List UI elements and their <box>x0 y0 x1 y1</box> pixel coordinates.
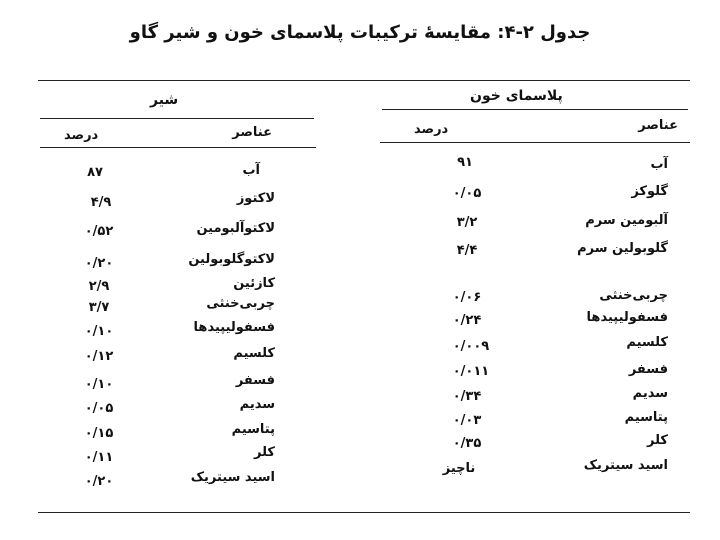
milk-row-value: ۳/۷ <box>88 300 110 315</box>
milk-row-name: اسید سیتریک <box>190 470 275 485</box>
milk-row-value: ۰/۱۵ <box>84 426 114 441</box>
plasma-row-value: ۰/۰۵ <box>452 186 482 201</box>
milk-row-value: ۰/۱۰ <box>84 377 114 392</box>
milk-heading: شیر <box>150 92 179 108</box>
top-rule <box>38 80 690 81</box>
milk-row-value: ۲/۹ <box>88 279 110 294</box>
milk-row-name: کلر <box>254 445 275 460</box>
milk-row-value: ۸۷ <box>87 165 103 180</box>
plasma-row-name: آلبومین سرم <box>585 213 668 228</box>
plasma-row-name: پتاسیم <box>624 410 668 425</box>
plasma-group-rule <box>382 109 688 110</box>
milk-row-name: آب <box>242 163 260 178</box>
plasma-row-value: ۰/۰۶ <box>452 290 482 305</box>
plasma-row-name: کلر <box>647 433 668 448</box>
milk-row-value: ۰/۲۰ <box>84 256 114 271</box>
milk-row-name: لاکتوز <box>236 191 275 206</box>
plasma-row-value: ۰/۰۰۹ <box>452 339 490 354</box>
plasma-row-name: فسفر <box>628 362 668 377</box>
milk-row-value: ۴/۹ <box>90 195 112 210</box>
milk-row-name: فسفولیپیدها <box>193 320 275 335</box>
milk-row-name: چربی‌خنثی <box>206 296 275 311</box>
milk-col-percent: درصد <box>64 128 99 143</box>
milk-row-name: لاکتوآلبومین <box>196 221 275 236</box>
milk-row-name: پتاسیم <box>231 422 275 437</box>
milk-row-value: ۰/۱۱ <box>84 450 114 465</box>
plasma-col-element: عناصر <box>638 118 678 133</box>
plasma-row-value: ۰/۳۵ <box>452 436 482 451</box>
plasma-row-name: آب <box>650 157 668 172</box>
milk-row-value: ۰/۱۰ <box>84 324 114 339</box>
milk-row-name: کلسیم <box>233 346 275 361</box>
plasma-row-value: ۰/۰۱۱ <box>452 364 490 379</box>
plasma-row-value: ۴/۴ <box>456 243 478 258</box>
milk-row-name: کازئین <box>233 276 275 291</box>
plasma-row-value: ۰/۰۳ <box>452 413 482 428</box>
plasma-row-name: چربی‌خنثی <box>599 288 668 303</box>
plasma-row-value: ناچیز <box>442 461 476 476</box>
plasma-row-value: ۹۱ <box>457 155 473 170</box>
plasma-row-value: ۰/۳۴ <box>452 389 482 404</box>
plasma-col-percent: درصد <box>414 122 449 137</box>
plasma-header-rule <box>380 142 690 143</box>
milk-header-rule <box>40 147 316 148</box>
bottom-rule <box>38 512 690 513</box>
milk-row-value: ۰/۰۵ <box>84 401 114 416</box>
plasma-row-name: گلوبولین سرم <box>577 241 668 256</box>
plasma-heading: پلاسمای خون <box>470 88 563 104</box>
milk-row-value: ۰/۱۲ <box>84 349 114 364</box>
plasma-row-name: گلوکز <box>631 184 668 199</box>
milk-row-value: ۰/۲۰ <box>84 474 114 489</box>
plasma-row-name: کلسیم <box>626 335 668 350</box>
plasma-row-value: ۰/۲۴ <box>452 313 482 328</box>
milk-row-name: لاکتوگلوبولین <box>188 252 275 267</box>
table-title: جدول ۲-۴: مقایسهٔ ترکیبات پلاسمای خون و شیر گاو <box>129 22 591 43</box>
plasma-row-name: اسید سیتریک <box>583 458 668 473</box>
milk-col-element: عناصر <box>232 125 272 140</box>
milk-row-value: ۰/۵۲ <box>84 224 114 239</box>
plasma-row-value: ۳/۲ <box>456 215 478 230</box>
plasma-row-name: سدیم <box>632 386 668 401</box>
plasma-row-name: فسفولیپیدها <box>586 310 668 325</box>
milk-row-name: سدیم <box>239 397 275 412</box>
milk-group-rule <box>40 118 314 119</box>
milk-row-name: فسفر <box>235 373 275 388</box>
